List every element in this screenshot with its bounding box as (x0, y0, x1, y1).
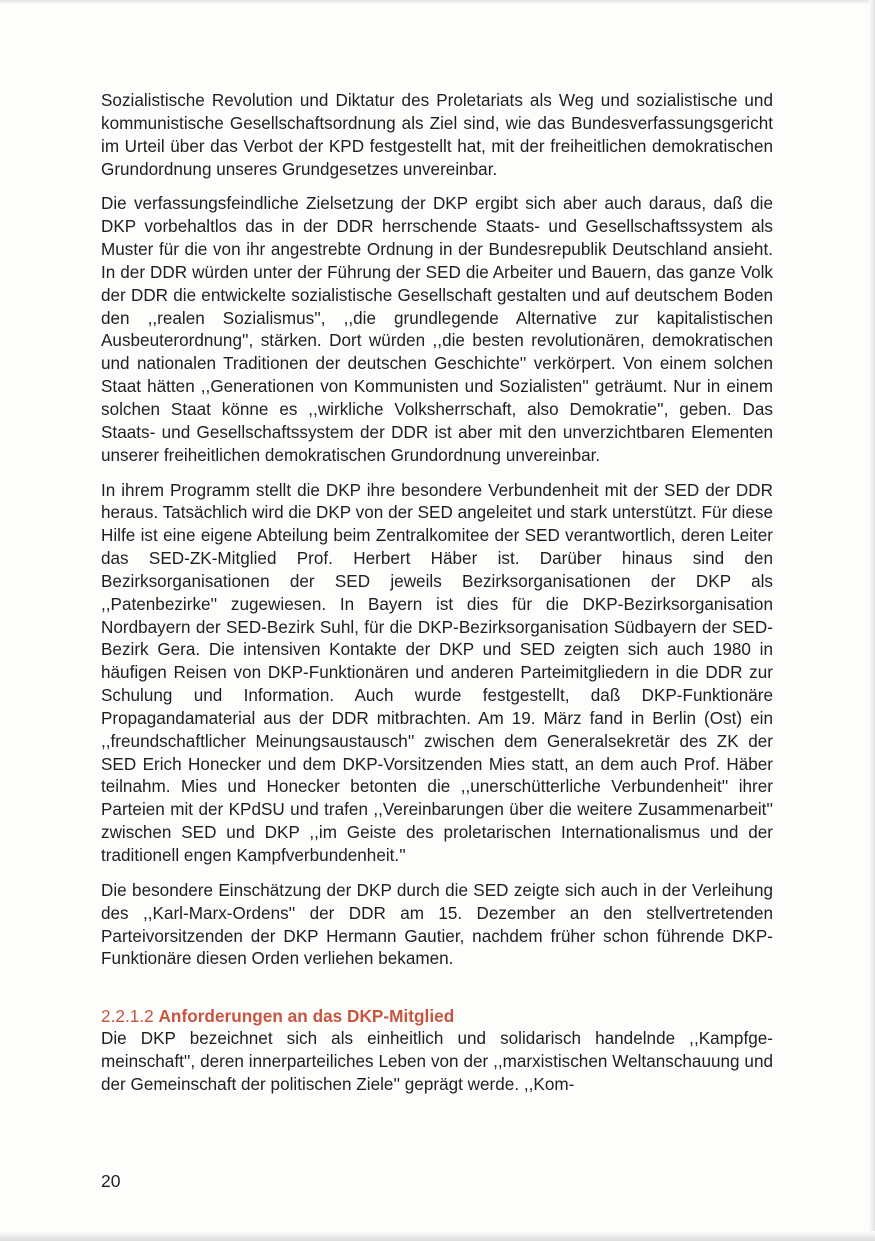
section-heading (101, 1005, 773, 1028)
paragraph-3: In ihrem Programm stellt die DKP ihre besondere Verbundenheit mit der SED der DDR heraus. Tatsächlich wird die DKP von der SED angeleitet und stark unterstützt. Für diese Hilfe ist eine eigene Abteilung beim Zentralkomitee der SED verantwortlich, deren Leiter das SED-ZK-Mitglied Prof. Herbert Häber ist. Darüber hinaus sind den Bezirksorganisationen der SED jeweils Bezirksorganisationen der DKP als ,,Patenbezirke'' zugewiesen. In Bayern ist dies für die DKP-Bezirksorganisation Nordbayern der SED-Bezirk Suhl, für die DKP-Bezirksorganisation Südbayern der SED-Bezirk Gera. Die intensiven Kontakte der DKP und SED zeigten sich auch 1980 in häufigen Reisen von DKP-Funktionären und anderen Parteimitgliedern in die DDR zur Schulung und Information. Auch wurde festgestellt, daß DKP-Funktionäre Propagandamaterial aus der DDR mitbrachten. Am 19. März fand in Berlin (Ost) ein ,,freundschaftlicher Meinungsaustausch'' zwischen dem Generalsekretär des ZK der SED Erich Honecker und dem DKP-Vorsitzenden Mies statt, an dem auch Prof. Häber teilnahm. Mies und Honecker betonten die ,,unerschütterliche Verbundenheit'' ihrer Parteien mit der KPdSU und trafen ,,Vereinbarungen über die weitere Zusammenarbeit'' zwischen SED und DKP ,,im Geiste des proletarischen Internationalismus und der traditionell engen Kampfverbundenheit.'' (101, 480, 773, 865)
page-bottom-edge (0, 1231, 875, 1241)
section-paragraph: Die DKP bezeichnet sich als einheitlich und solidarisch handelnde ,,Kampfgemeinschaft'', deren innerparteiliches Leben von der ,,marxistischen Weltanschauung und der Gemeinschaft der politischen Ziele'' geprägt werde. ,,Kom- (101, 1029, 773, 1094)
page-top-edge (0, 0, 875, 5)
section-number: 2.2.1.2 (101, 1006, 154, 1027)
page-number: 20 (101, 1171, 121, 1191)
section-title: Anforderungen an das DKP-Mitglied (158, 1006, 455, 1027)
page-right-edge (869, 0, 875, 1241)
paragraph-1: Sozialistische Revolution und Diktatur des Proletariats als Weg und sozialistische und kommunistische Gesellschaftsordnung als Ziel sind, wie das Bundesverfassungsgericht im Urteil über das Verbot der KPD festgestellt hat, mit der freiheitlichen demokratischen Grundordnung unseres Grundgesetzes unvereinbar. (101, 91, 773, 179)
paragraph-2: Die verfassungsfeindliche Zielsetzung der DKP ergibt sich aber auch daraus, daß die DKP vorbehaltlos das in der DDR herrschende Staats- und Gesellschaftssystem als Muster für die von ihr angestrebte Ordnung in der Bundesrepublik Deutschland ansieht. In der DDR würden unter der Führung der SED die Arbeiter und Bauern, das ganze Volk der DDR die entwickelte sozialistische Gesellschaft gestalten und auf deutschem Boden den ,,realen Sozialismus'', ,,die grundlegende Alternative zur kapitalistischen Ausbeuterordnung'', stärken. Dort würden ,,die besten revolutionären, demokratischen und nationalen Traditionen der deutschen Geschichte'' verkörpert. Von einem solchen Staat hätten ,,Generationen von Kommunisten und Sozialisten'' geträumt. Nur in einem solchen Staat könne es ,,wirkliche Volksherrschaft, also Demokratie'', geben. Das Staats- und Gesellschaftssystem der DDR ist aber mit den unverzichtbaren Elementen unserer freiheitlichen demokratischen Grundordnung unvereinbar. (101, 194, 773, 465)
page-body (101, 90, 773, 1109)
paragraph-4: Die besondere Einschätzung der DKP durch die SED zeigte sich auch in der Verleihung des ,,Karl-Marx-Ordens'' der DDR am 15. Dezember an den stellvertretenden Parteivorsitzenden der DKP Hermann Gautier, nachdem früher schon führende DKP-Funktionäre diesen Orden verliehen bekamen. (101, 880, 773, 969)
